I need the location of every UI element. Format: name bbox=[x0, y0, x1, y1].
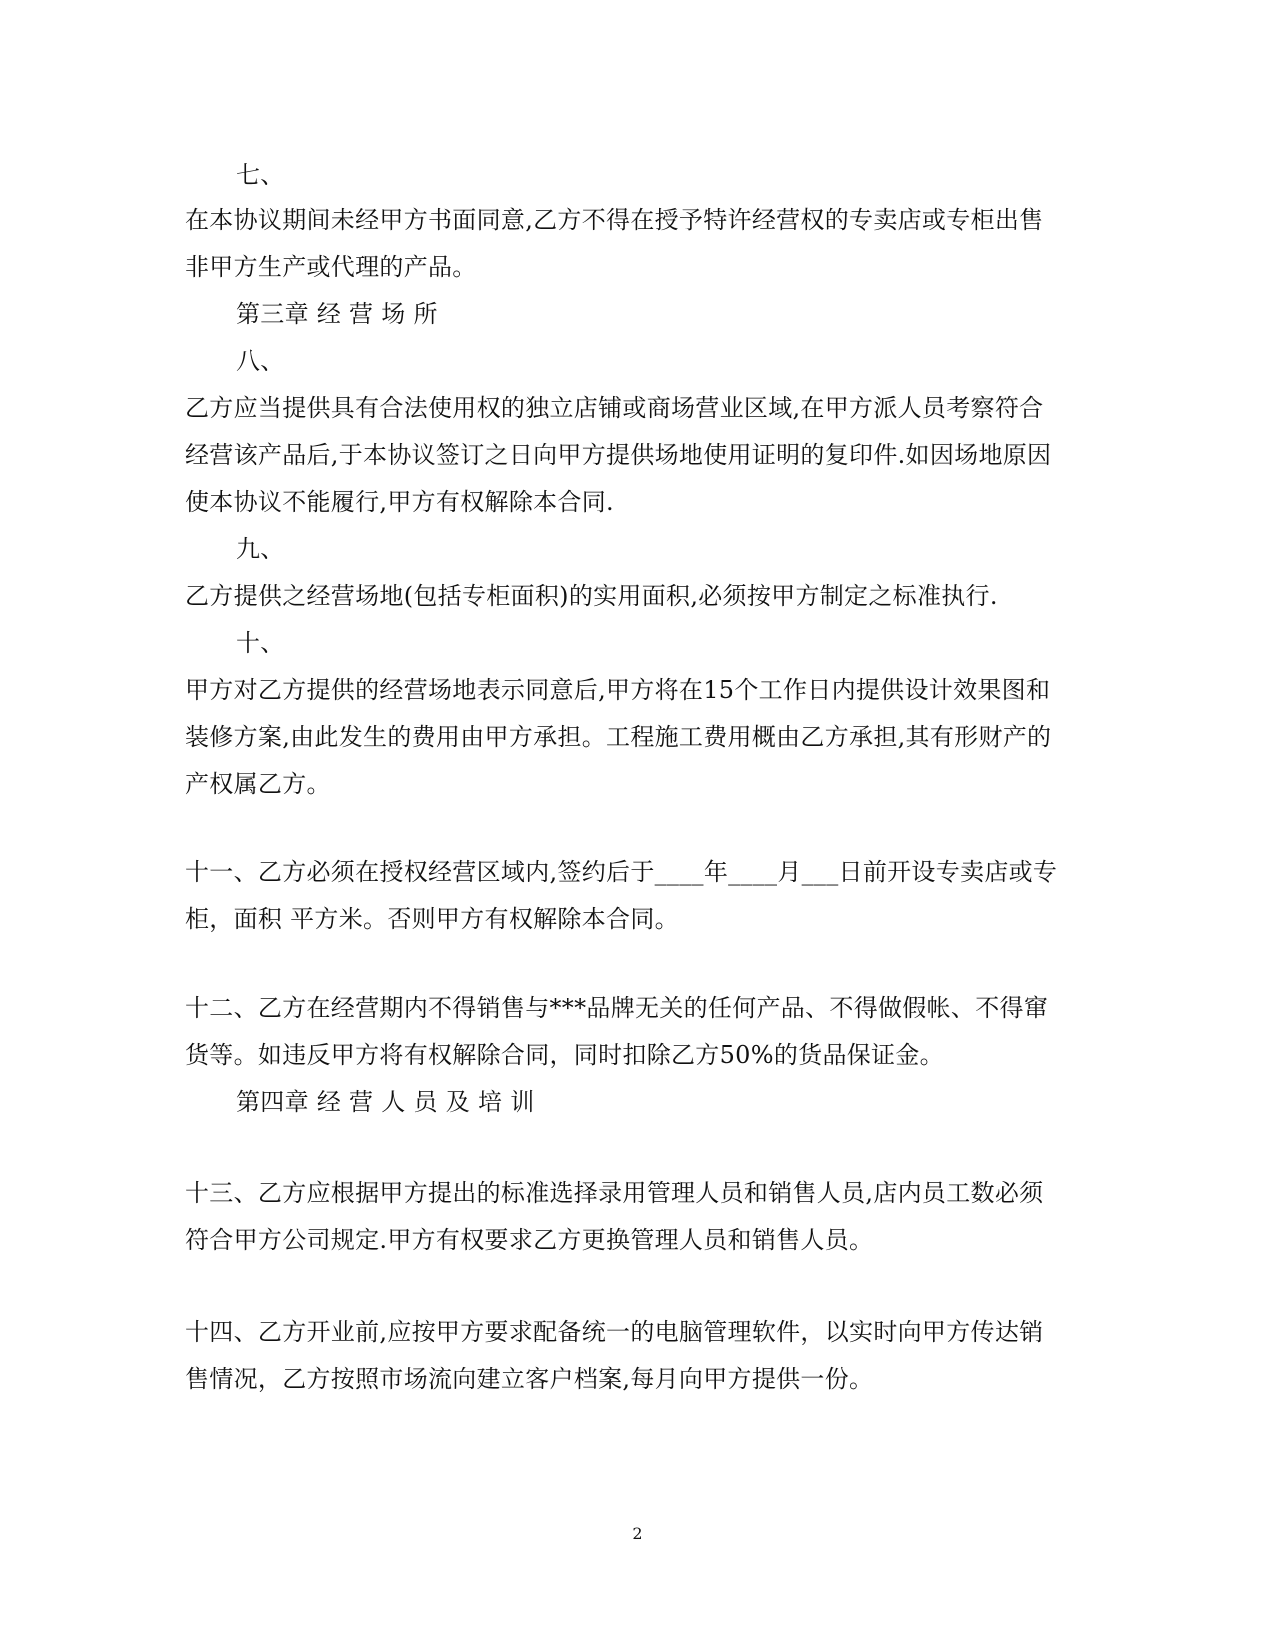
clause-9-line-1: 乙方提供之经营场地(包括专柜面积)的实用面积,必须按甲方制定之标准执行. bbox=[185, 582, 998, 610]
clause-7-line-2: 非甲方生产或代理的产品。 bbox=[185, 253, 477, 281]
clause-7-line-1: 在本协议期间未经甲方书面同意,乙方不得在授予特许经营权的专卖店或专柜出售 bbox=[185, 206, 1044, 234]
clause-9-label: 九、 bbox=[236, 535, 285, 563]
clause-12-line-1: 十二、乙方在经营期内不得销售与***品牌无关的任何产品、不得做假帐、不得窜 bbox=[185, 994, 1049, 1022]
clause-14-line-2: 售情况，乙方按照市场流向建立客户档案,每月向甲方提供一份。 bbox=[185, 1365, 874, 1393]
clause-14-line-1: 十四、乙方开业前,应按甲方要求配备统一的电脑管理软件，以实时向甲方传达销 bbox=[185, 1318, 1044, 1346]
clause-11-line-2: 柜，面积 平方米。否则甲方有权解除本合同。 bbox=[185, 905, 679, 933]
clause-8-line-2: 经营该产品后,于本协议签订之日向甲方提供场地使用证明的复印件.如因场地原因 bbox=[185, 441, 1052, 469]
clause-10-line-3: 产权属乙方。 bbox=[185, 770, 331, 798]
chapter-3-heading: 第三章 经 营 场 所 bbox=[236, 300, 438, 328]
clause-10-line-2: 装修方案,由此发生的费用由甲方承担。工程施工费用概由乙方承担,其有形财产的 bbox=[185, 723, 1052, 751]
clause-11-line-1: 十一、乙方必须在授权经营区域内,签约后于____年____月___日前开设专卖店或专 bbox=[185, 858, 1058, 886]
clause-12-line-2: 货等。如违反甲方将有权解除合同，同时扣除乙方50%的货品保证金。 bbox=[185, 1041, 944, 1069]
clause-13-line-2: 符合甲方公司规定.甲方有权要求乙方更换管理人员和销售人员。 bbox=[185, 1226, 874, 1254]
clause-8-line-3: 使本协议不能履行,甲方有权解除本合同. bbox=[185, 488, 614, 516]
clause-8-line-1: 乙方应当提供具有合法使用权的独立店铺或商场营业区域,在甲方派人员考察符合 bbox=[185, 394, 1044, 422]
clause-7-label: 七、 bbox=[236, 161, 285, 189]
clause-10-line-1: 甲方对乙方提供的经营场地表示同意后,甲方将在15个工作日内提供设计效果图和 bbox=[185, 676, 1051, 704]
page-number: 2 bbox=[632, 1524, 643, 1543]
clause-8-label: 八、 bbox=[236, 347, 285, 375]
clause-13-line-1: 十三、乙方应根据甲方提出的标准选择录用管理人员和销售人员,店内员工数必须 bbox=[185, 1179, 1044, 1207]
chapter-4-heading: 第四章 经 营 人 员 及 培 训 bbox=[236, 1088, 535, 1116]
clause-10-label: 十、 bbox=[236, 629, 285, 657]
